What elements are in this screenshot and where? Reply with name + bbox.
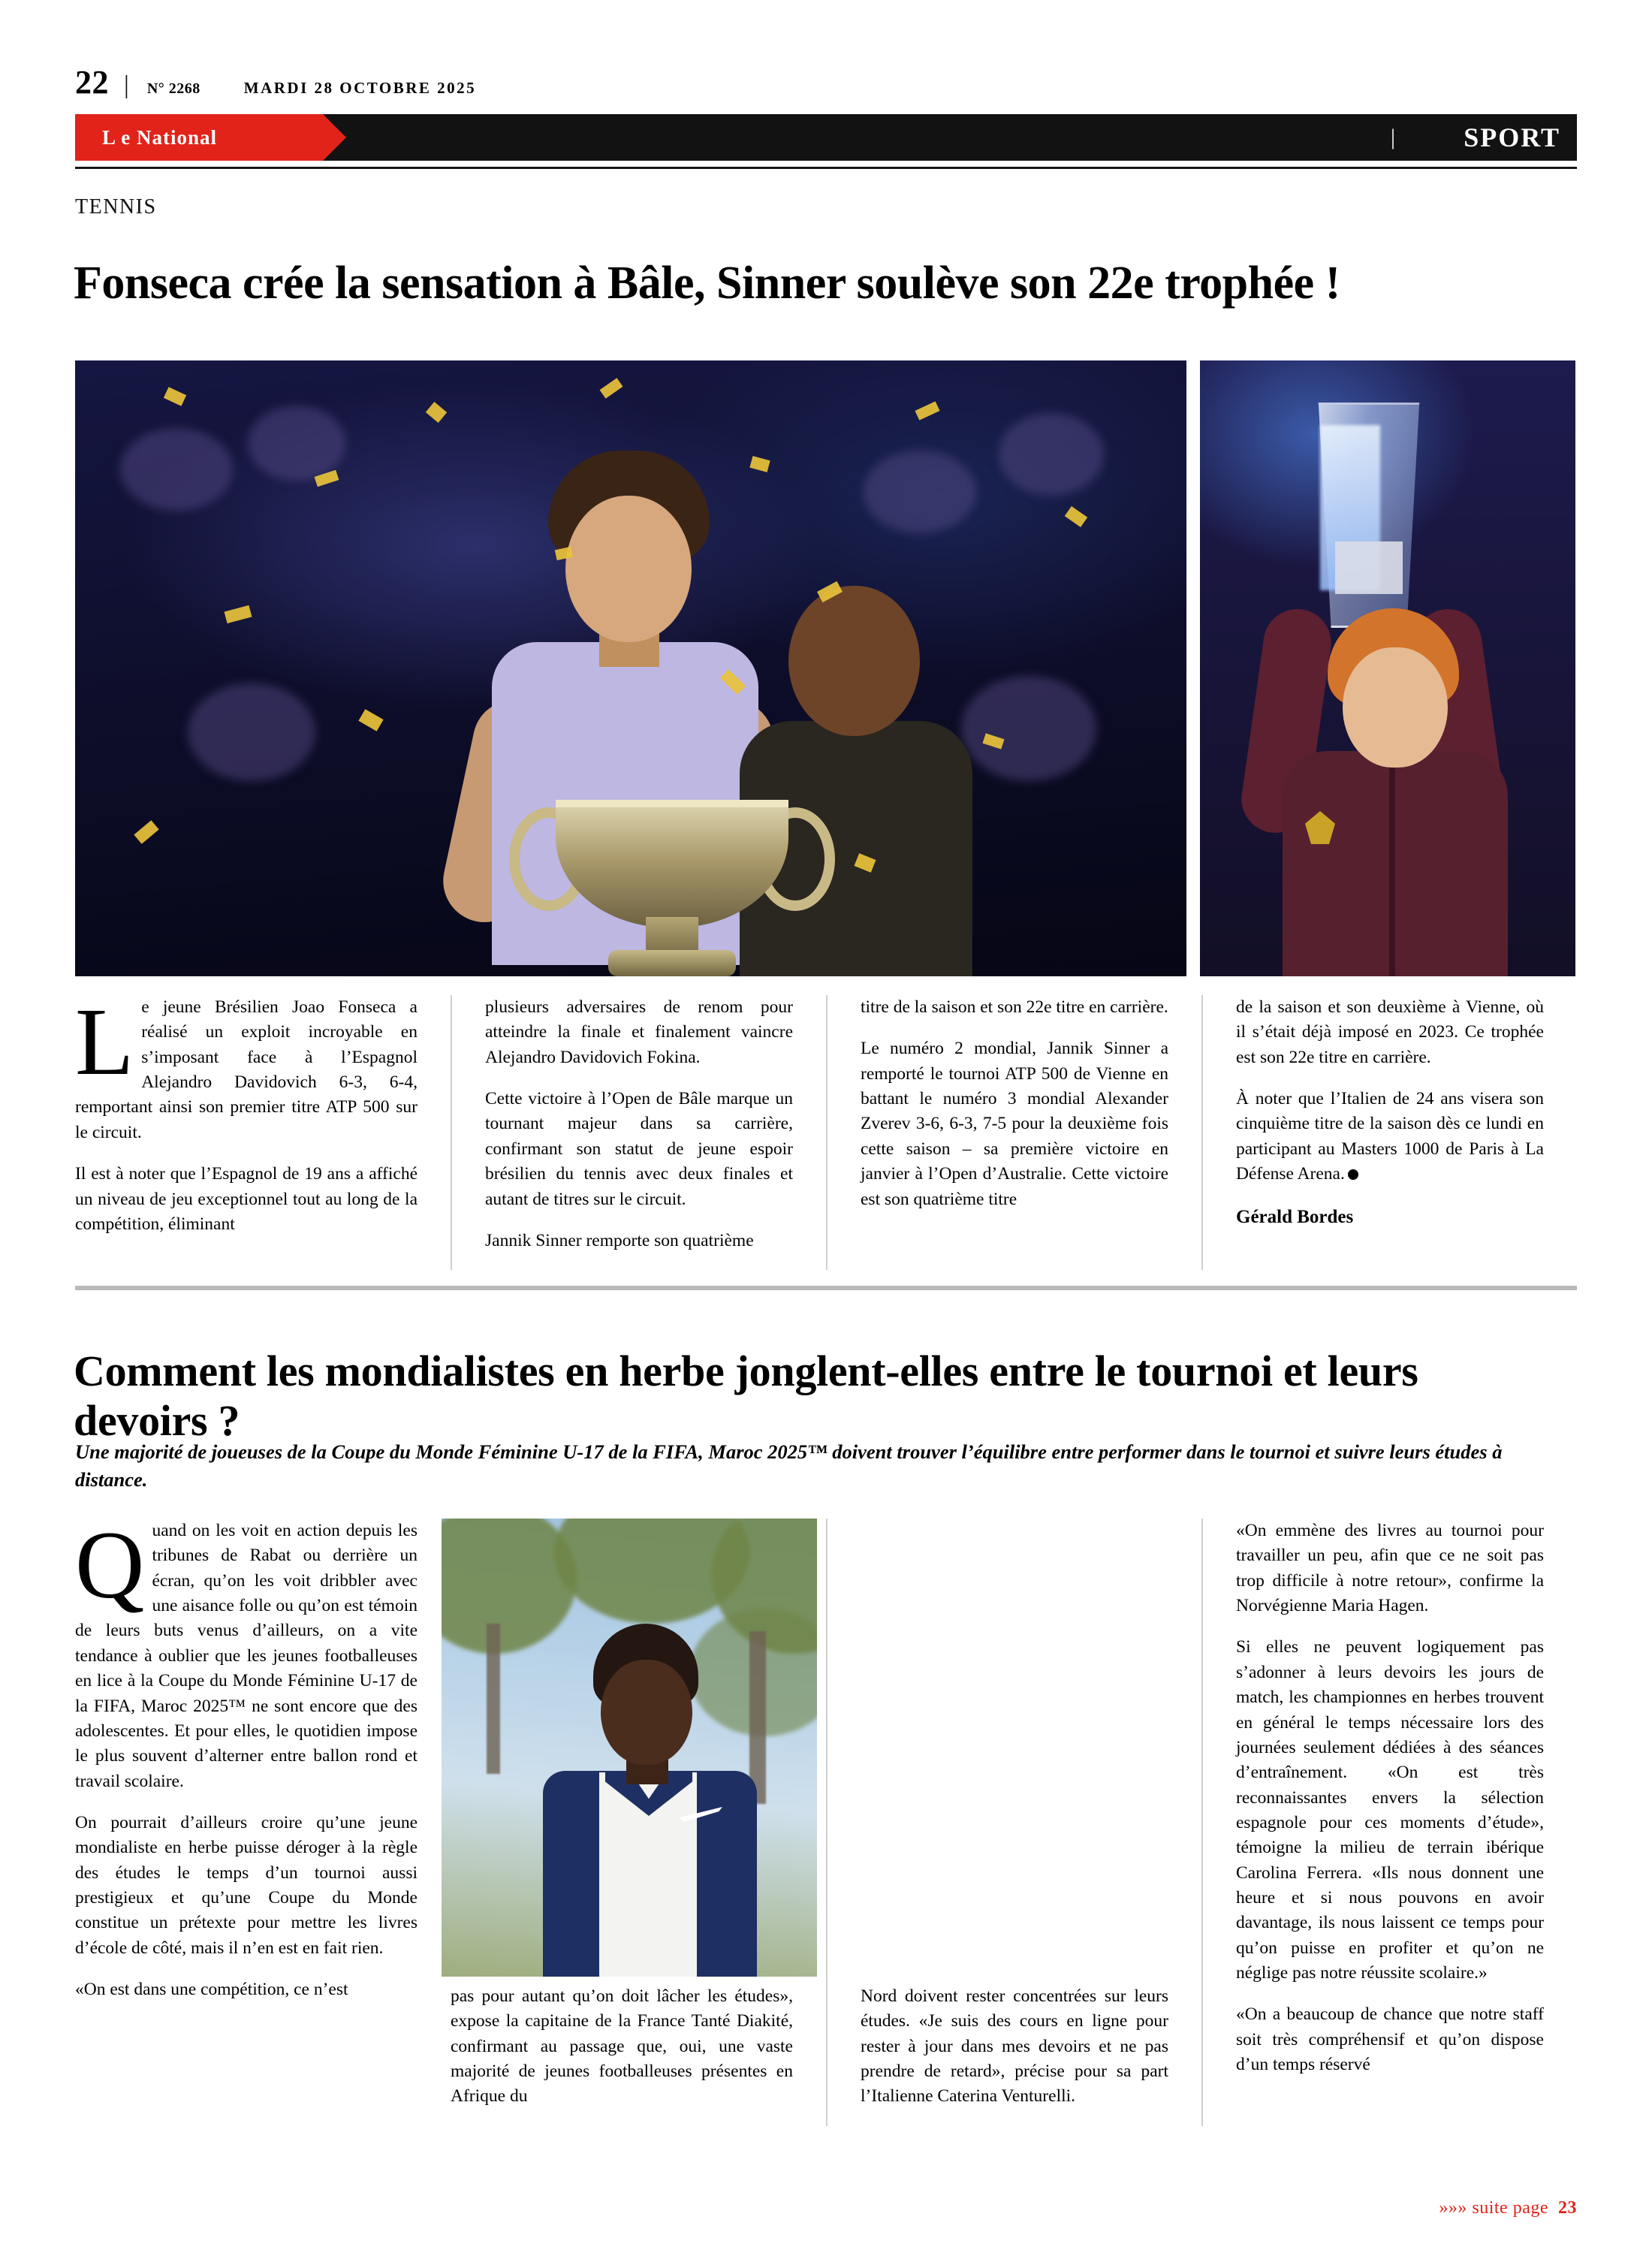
- issue-number: N° 2268: [146, 80, 200, 97]
- section-title: SPORT: [1464, 122, 1560, 152]
- article1-body: [75, 988, 1577, 1270]
- article1-column-4: [1201, 995, 1577, 1270]
- article1-column-3: [826, 995, 1201, 1270]
- article2-standfirst: Une majorité de joueuses de la Coupe du Monde Féminine U-17 de la FIFA, Maroc 2025™ doivent trouver l’équilibre entre performer dans le tournoi et suivre leurs études à distance.: [75, 1440, 1503, 1491]
- article2-col1-p1: uand on les voit en action depuis les tribunes de Rabat ou derrière un écran, qu’on les voit dribbler avec une aisance folle ou qu’on est témoin de leurs buts venus d’ailleurs, on a vite tendance à oublier que les jeunes footballeuses en lice à la Coupe du Monde Féminine U-17 de la FIFA, Maroc 2025™ ne sont encore que des adolescentes. Et pour elles, le quotidien impose le plus souvent d’alterner entre ballon rond et travail scolaire.: [75, 1521, 418, 1791]
- article2-col2-p1: pas pour autant qu’on doit lâcher les études», expose la capitaine de la France Tanté Diakité, confirmant au passage que, oui, une vaste majorité de jeunes footballeuses présentes en Afrique du: [451, 1986, 793, 2107]
- article1-col3-p2: Le numéro 2 mondial, Jannik Sinner a remporté le tournoi ATP 500 de Vienne en battant le numéro 3 mondial Alexander Zverev 3-6, 6-3, 7-5 pour la deuxième fois cette saison – sa première victoire en janvier à l’Open d’Australie. Cette victoire est son quatrième titre: [861, 1039, 1168, 1209]
- article1-column-2: [451, 995, 826, 1270]
- article1-main-photo: [75, 360, 1186, 976]
- article1-kicker: TENNIS: [75, 195, 157, 219]
- article1-byline: Gérald Bordes: [1236, 1206, 1354, 1227]
- article2-dropcap: Q: [75, 1512, 145, 1618]
- article1-column-1: [75, 988, 451, 1270]
- article2-col4-p3: «On a beaucoup de chance que notre staff soit très compréhensif et qu’on dispose d’un temps réservé: [1236, 2004, 1544, 2075]
- article1-col4-p2: À noter que l’Italien de 24 ans visera son cinquième titre de la saison dès ce lundi en participant au Masters 1000 de Paris à La Défense Arena.: [1236, 1089, 1544, 1184]
- continuation-label: suite page: [1472, 2198, 1548, 2218]
- article2-column-4: [1201, 1519, 1577, 2126]
- article1-col2-p3: Jannik Sinner remporte son quatrième: [485, 1230, 754, 1250]
- article2-column-1: [75, 1512, 451, 2126]
- article1-col2-p2: Cette victoire à l’Open de Bâle marque un tournant majeur dans sa carrière, confirmant son statut de jeune espoir brésilien du tennis avec deux finales et autant de titres sur le circuit.: [485, 1089, 793, 1209]
- article1-col2-p1: plusieurs adversaires de renom pour atteindre la finale et finalement vaincre Alejandro Davidovich Fokina.: [485, 997, 793, 1067]
- continuation-marker: »»»: [1439, 2198, 1467, 2218]
- continuation-page: 23: [1558, 2198, 1577, 2218]
- article2-column-3: [826, 1519, 1201, 2126]
- article2-body: [75, 1512, 1577, 2126]
- section-bar: [75, 114, 1577, 161]
- article2-col1-p3: «On est dans une compétition, ce n’est: [75, 1980, 348, 2000]
- masthead: [75, 63, 1577, 101]
- article1-headline: Fonseca crée la sensation à Bâle, Sinner soulève son 22e trophée !: [74, 257, 1340, 309]
- article2-col1-p2: On pourrait d’ailleurs croire qu’une jeune mondialiste en herbe puisse déroger à la règle des études le temps d’un tournoi aussi prestigieux et qu’une Coupe du Monde constitue un prétexte pour mettre les livres d’école de côté, mais il n’en est en fait rien.: [75, 1812, 418, 1958]
- publication-date: MARDI 28 OCTOBRE 2025: [243, 79, 477, 97]
- basel-trophy: [533, 770, 811, 976]
- section-divider: |: [1390, 125, 1395, 149]
- article2-col4-p1: «On emmène des livres au tournoi pour travailler un peu, afin que ce ne soit pas trop difficile à notre retour», confirme la Norvégienne Maria Hagen.: [1236, 1521, 1544, 1616]
- masthead-separator: |: [124, 71, 129, 99]
- article2-headline: Comment les mondialistes en herbe jonglent-elles entre le tournoi et leurs devoirs ?: [74, 1347, 1418, 1446]
- header-rule: [75, 167, 1577, 169]
- continuation-note[interactable]: [1439, 2198, 1577, 2218]
- photo-spacer-2: [861, 1519, 1168, 1984]
- end-mark-icon: [1348, 1169, 1358, 1180]
- vienna-trophy: [1290, 403, 1448, 628]
- article1-dropcap: L: [75, 988, 134, 1095]
- article2-column-2: [451, 1519, 826, 2126]
- article-divider: [75, 1286, 1577, 1290]
- article2-col3-p1: Nord doivent rester concentrées sur leurs études. «Je suis des cours en ligne pour rester à jour dans mes devoirs et ne pas prendre de retard», précise pour sa part l’Italienne Caterina Venturelli.: [861, 1986, 1168, 2107]
- article1-col1-p2: Il est à noter que l’Espagnol de 19 ans a affiché un niveau de jeu exceptionnel tout au long de la compétition, éliminant: [75, 1164, 418, 1234]
- paper-name: L e National: [102, 126, 218, 149]
- article2-col4-p2: Si elles ne peuvent logiquement pas s’adonner à leurs devoirs les jours de match, les championnes en herbes trouvent en général le temps nécessaire lors des journées seulement dédiées à des séances d’entraînement. «On est très reconnaissantes envers la sélection espagnole pour ces moments d’étude», témoigne la milieu de terrain ibérique Carolina Ferrera. «Ils nous donnent une heure et si nous pouvons en avoir davantage, ils nous laissent ce temps pour qu’on puisse en profiter et qu’on ne néglige pas notre réussite scolaire.»: [1236, 1637, 1544, 1983]
- page-number: 22: [75, 64, 109, 101]
- article1-col3-p1: titre de la saison et son 22e titre en carrière.: [861, 997, 1168, 1017]
- photo-spacer: [451, 1519, 793, 1984]
- article1-side-photo: [1200, 360, 1575, 976]
- article1-col1-p1: e jeune Brésilien Joao Fonseca a réalisé un exploit incroyable en s’imposant face à l’Espagnol Alejandro Davidovich 6-3, 6-4, remportant ainsi son premier titre ATP 500 sur le circuit.: [75, 997, 418, 1142]
- article1-col4-p1: de la saison et son deuxième à Vienne, où il s’était déjà imposé en 2023. Ce trophée est son 22e titre en carrière.: [1236, 997, 1544, 1067]
